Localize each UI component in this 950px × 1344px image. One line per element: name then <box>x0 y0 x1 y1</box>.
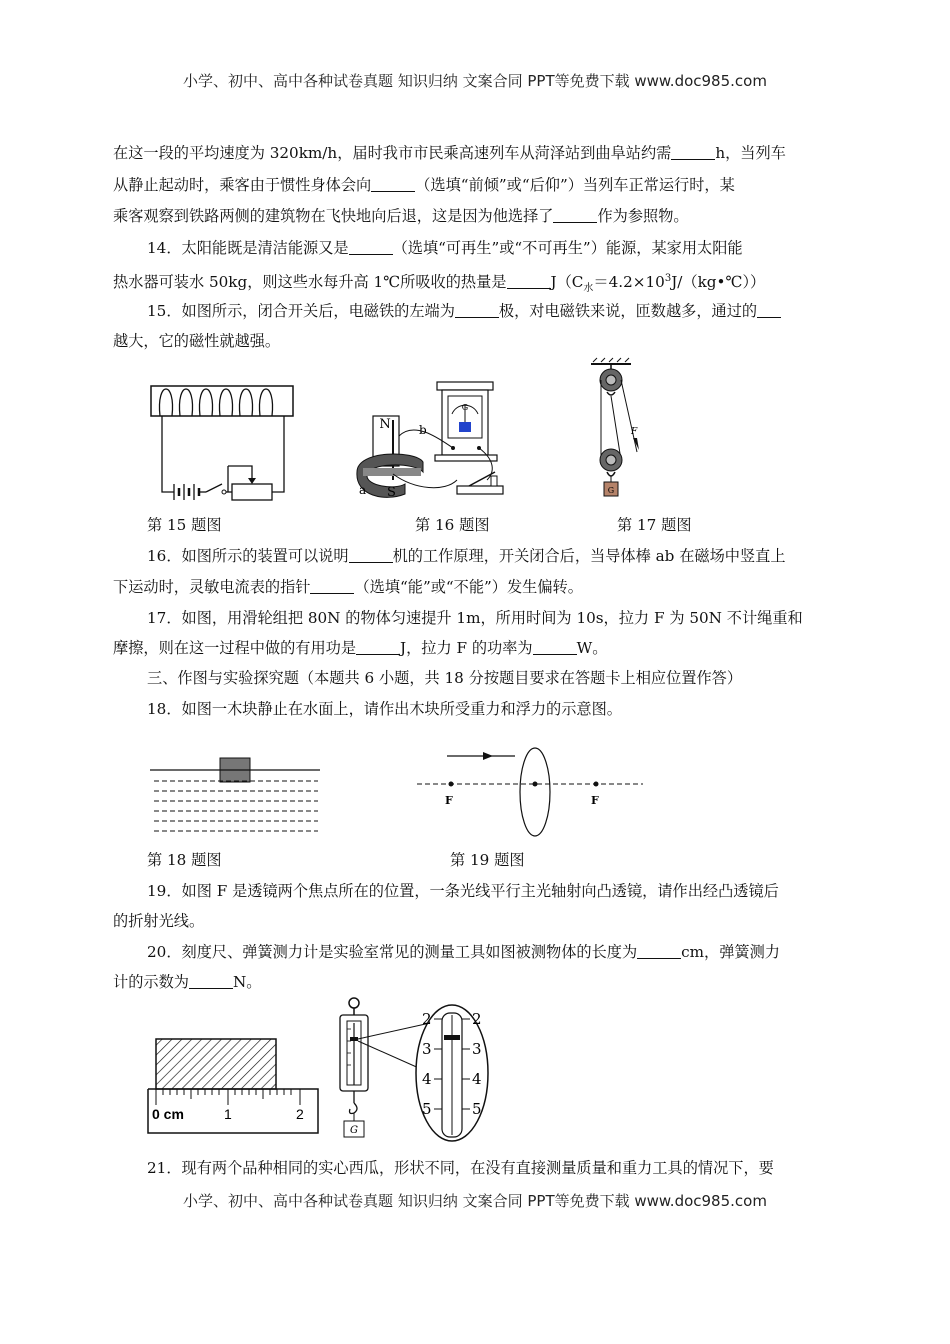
scale-weight-label: G <box>350 1125 358 1136</box>
figure-20-spring-scale <box>330 995 495 1155</box>
q16-line2: 下运动时，灵敏电流表的指针 （选填“能”或“不能”）发生偏转。 <box>113 578 583 596</box>
q19-line2: 的折射光线。 <box>113 912 205 930</box>
answer-blank <box>637 944 681 959</box>
answer-blank <box>455 303 499 318</box>
figure-15-electromagnet <box>140 370 310 510</box>
q17-line1: 17．如图，用滑轮组把 80N 的物体匀速提升 1m，所用时间为 10s，拉力 F 为 50N 不计绳重和 <box>147 609 803 627</box>
caption-fig15: 第 15 题图 <box>147 516 222 534</box>
answer-blank <box>310 579 354 594</box>
section-3-heading: 三、作图与实验探究题（本题共 6 小题，共 18 分按题目要求在答题卡上相应位置作答） <box>147 669 743 687</box>
q14-line1: 14．太阳能既是清洁能源又是 （选填“可再生”或“不可再生”）能源，某家用太阳能 <box>147 239 743 257</box>
q16-line1: 16．如图所示的装置可以说明 机的工作原理，开关闭合后，当导体棒 ab 在磁场中竖直上 <box>147 547 786 565</box>
end-b-label: b <box>419 423 427 437</box>
answer-blank <box>757 303 781 318</box>
answer-blank <box>349 240 393 255</box>
figure-16-induction-apparatus <box>345 380 535 505</box>
scale-right-4: 4 <box>472 1070 482 1088</box>
q20-line1: 20．刻度尺、弹簧测力计是实验室常见的测量工具如图被测物体的长度为 cm，弹簧测力 <box>147 943 780 961</box>
scale-left-5: 5 <box>422 1100 432 1118</box>
ruler-tick-2: 2 <box>296 1106 304 1122</box>
q14-line2: 热水器可装水 50kg，则这些水每升高 1℃所吸收的热量是 $J(C_水=4.2\times 10^3J/(kg•℃))$ <box>113 273 766 295</box>
q18-text: 18．如图一木块静止在水面上，请作出木块所受重力和浮力的示意图。 <box>147 700 622 718</box>
scale-right-3: 3 <box>472 1040 482 1058</box>
scale-right-5: 5 <box>472 1100 482 1118</box>
force-f-label: F <box>631 427 638 437</box>
page-header: 小学、初中、高中各种试卷真题 知识归纳 文案合同 PPT等免费下载 www.doc985.com <box>183 72 767 90</box>
q13-line3: 乘客观察到铁路两侧的建筑物在飞快地向后退，这是因为他选择了 作为参照物。 <box>113 207 689 225</box>
ruler-tick-1: 1 <box>224 1106 232 1122</box>
q15-line1: 15．如图所示，闭合开关后，电磁铁的左端为 极，对电磁铁来说，匝数越多，通过的 <box>147 301 841 321</box>
answer-blank <box>356 640 400 655</box>
answer-blank <box>507 274 551 289</box>
caption-fig16: 第 16 题图 <box>415 516 490 534</box>
scale-left-3: 3 <box>422 1040 432 1058</box>
north-pole-label: N <box>379 417 391 432</box>
answer-blank <box>189 974 233 989</box>
weight-label: G <box>607 486 615 495</box>
q13-line2: 从静止起动时，乘客由于惯性身体会向 （选填“前倾”或“后仰”）当列车正常运行时，某 <box>113 176 735 194</box>
focus-left-label: F <box>445 794 453 807</box>
scale-right-2: 2 <box>472 1010 482 1028</box>
answer-blank <box>349 548 393 563</box>
q20-line2: 计的示数为 N。 <box>113 973 262 991</box>
caption-fig18: 第 18 题图 <box>147 851 222 869</box>
ruler-zero-label: 0 cm <box>152 1106 184 1122</box>
caption-fig19: 第 19 题图 <box>450 851 525 869</box>
answer-blank <box>371 177 415 192</box>
q13-line1: 在这一段的平均速度为 320km/h，届时我市市民乘高速列车从菏泽站到曲阜站约需 h，当列车 <box>113 144 786 162</box>
galvanometer-label: G <box>461 403 469 412</box>
q15-line2: 越大，它的磁性就越强。 <box>113 332 281 350</box>
answer-blank <box>671 145 715 160</box>
end-a-label: a <box>359 483 367 497</box>
figure-17-pulley-system <box>585 362 655 502</box>
q21-text: 21．现有两个品种相同的实心西瓜，形状不同，在没有直接测量质量和重力工具的情况下，要 <box>147 1159 774 1177</box>
figure-20-ruler <box>146 1035 321 1135</box>
q19-line1: 19．如图 F 是透镜两个焦点所在的位置，一条光线平行主光轴射向凸透镜，请作出经凸透镜后 <box>147 882 779 900</box>
caption-fig17: 第 17 题图 <box>617 516 692 534</box>
focus-right-label: F <box>591 794 599 807</box>
answer-blank <box>553 208 597 223</box>
south-pole-label: S <box>387 485 396 500</box>
scale-left-2: 2 <box>422 1010 432 1028</box>
q17-line2: 摩擦，则在这一过程中做的有用功是 J，拉力 F 的功率为 W。 <box>113 639 608 657</box>
figure-19-convex-lens <box>415 746 645 838</box>
figure-18-floating-block <box>148 755 323 840</box>
page-footer: 小学、初中、高中各种试卷真题 知识归纳 文案合同 PPT等免费下载 www.doc985.com <box>183 1192 767 1210</box>
answer-blank <box>533 640 577 655</box>
scale-left-4: 4 <box>422 1070 432 1088</box>
